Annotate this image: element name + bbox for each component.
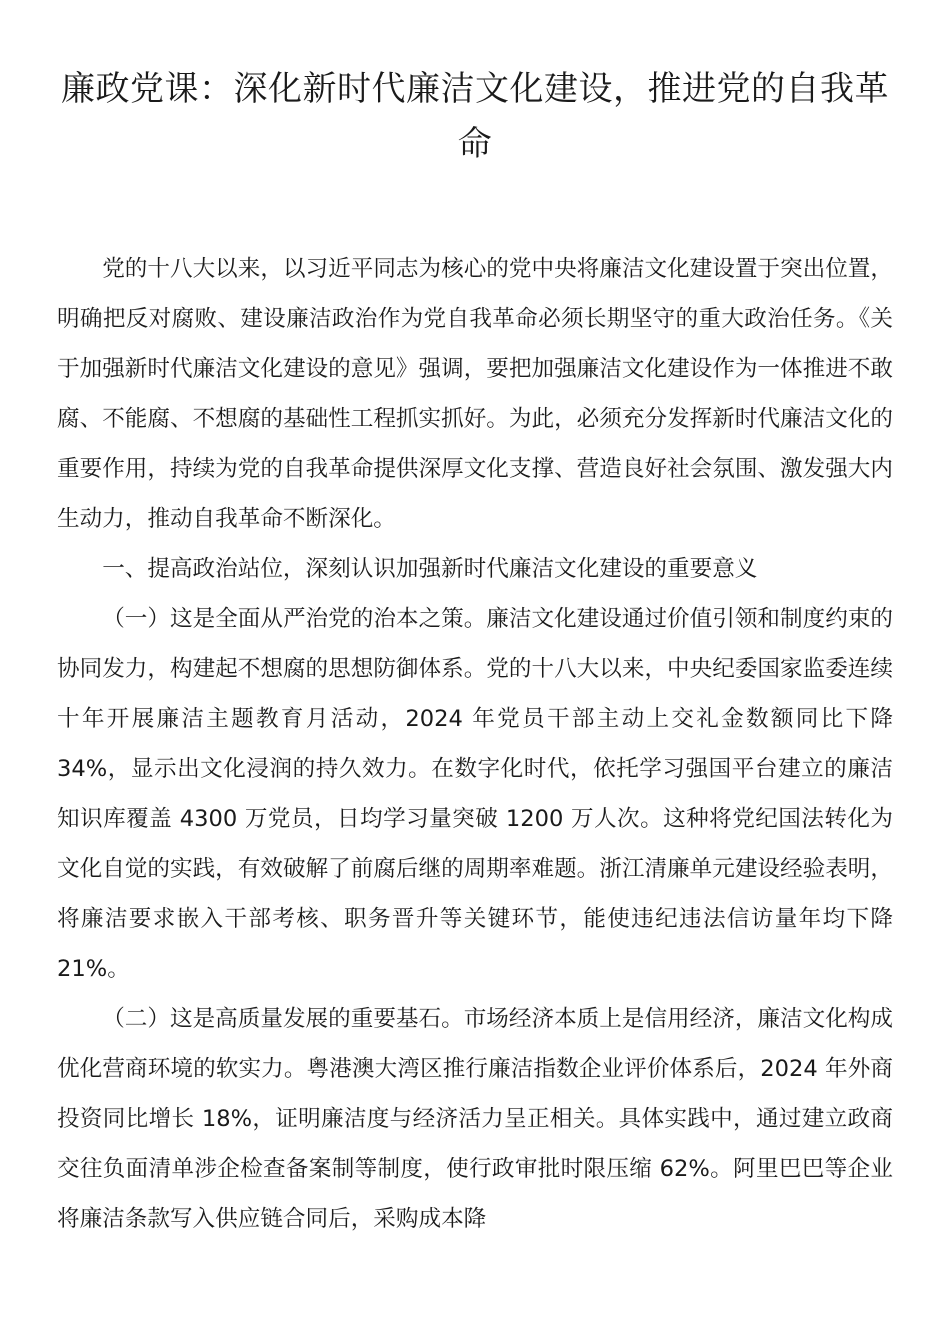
subsection-1-paragraph: （一）这是全面从严治党的治本之策。廉洁文化建设通过价值引领和制度约束的协同发力，构建起不想腐的思想防御体系。党的十八大以来，中央纪委国家监委连续十年开展廉洁主题教育月活动，2024 年党员干部主动上交礼金数额同比下降 34%，显示出文化浸润的持久效力。在数字化时代，依托学习强国平台建立的廉洁知识库覆盖 4300 万党员，日均学习量突破 1200 万人次。这种将党纪国法转化为文化自觉的实践，有效破解了前腐后继的周期率难题。浙江清廉单元建设经验表明，将廉洁要求嵌入干部考核、职务晋升等关键环节，能使违纪违法信访量年均下降 21%。 bbox=[57, 606, 893, 982]
subsection-2-paragraph: （二）这是高质量发展的重要基石。市场经济本质上是信用经济，廉洁文化构成优化营商环境的软实力。粤港澳大湾区推行廉洁指数企业评价体系后，2024 年外商投资同比增长 18%，证明廉洁度与经济活力呈正相关。具体实践中，通过建立政商交往负面清单涉企检查备案制等制度，使行政审批时限压缩 62%。阿里巴巴等企业将廉洁条款写入供应链合同后，采购成本降 bbox=[57, 1006, 893, 1232]
section-heading: 一、提高政治站位，深刻认识加强新时代廉洁文化建设的重要意义 bbox=[102, 556, 758, 582]
intro-paragraph: 党的十八大以来，以习近平同志为核心的党中央将廉洁文化建设置于突出位置，明确把反对腐败、建设廉洁政治作为党自我革命必须长期坚守的重大政治任务。《关于加强新时代廉洁文化建设的意见》强调，要把加强廉洁文化建设作为一体推进不敢腐、不能腐、不想腐的基础性工程抓实抓好。为此，必须充分发挥新时代廉洁文化的重要作用，持续为党的自我革命提供深厚文化支撑、营造良好社会氛围、激发强大内生动力，推动自我革命不断深化。 bbox=[57, 256, 893, 532]
document-title: 廉政党课：深化新时代廉洁文化建设，推进党的自我革命 bbox=[61, 69, 889, 164]
document-body bbox=[57, 244, 893, 1244]
